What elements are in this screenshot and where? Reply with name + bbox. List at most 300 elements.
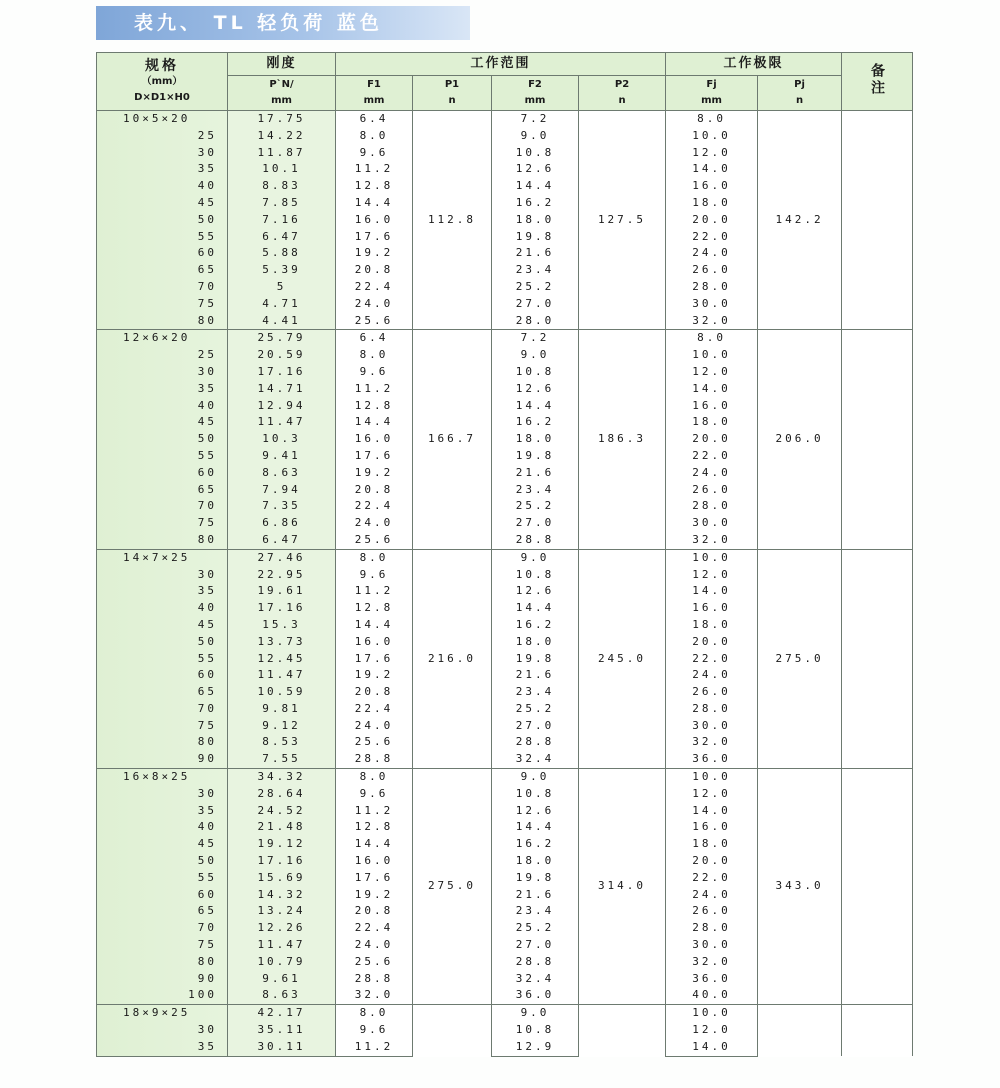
spec-cell: 75 xyxy=(97,296,228,313)
stiffness-cell: 12.94 xyxy=(228,398,336,415)
stiffness-cell: 10.79 xyxy=(228,954,336,971)
stiffness-cell: 27.46 xyxy=(228,549,336,566)
spec-cell: 40 xyxy=(97,819,228,836)
spec-cell: 40 xyxy=(97,600,228,617)
spec-cell: 25 xyxy=(97,347,228,364)
fj-cell: 14.0 xyxy=(666,1039,758,1056)
spec-cell: 16×8×25 xyxy=(97,769,228,786)
spec-cell: 65 xyxy=(97,903,228,920)
f1-cell: 17.6 xyxy=(336,229,413,246)
note-cell xyxy=(842,549,913,768)
f2-cell: 23.4 xyxy=(492,903,579,920)
spec-cell: 80 xyxy=(97,313,228,330)
stiffness-cell: 10.1 xyxy=(228,161,336,178)
stiffness-cell: 5.88 xyxy=(228,245,336,262)
fj-cell: 32.0 xyxy=(666,532,758,549)
f2-cell: 23.4 xyxy=(492,262,579,279)
spec-cell: 45 xyxy=(97,836,228,853)
stiffness-cell: 6.47 xyxy=(228,229,336,246)
f1-cell: 11.2 xyxy=(336,161,413,178)
f1-cell: 6.4 xyxy=(336,111,413,128)
fj-cell: 18.0 xyxy=(666,195,758,212)
f2-cell: 21.6 xyxy=(492,465,579,482)
spec-cell: 10×5×20 xyxy=(97,111,228,128)
f1-cell: 12.8 xyxy=(336,819,413,836)
fj-cell: 24.0 xyxy=(666,245,758,262)
spec-cell: 70 xyxy=(97,701,228,718)
fj-cell: 20.0 xyxy=(666,212,758,229)
f1-cell: 19.2 xyxy=(336,887,413,904)
stiffness-cell: 25.79 xyxy=(228,330,336,347)
stiffness-cell: 19.12 xyxy=(228,836,336,853)
fj-cell: 28.0 xyxy=(666,920,758,937)
p2-unit: n xyxy=(618,95,626,106)
header-fj xyxy=(666,76,758,111)
f1-cell: 11.2 xyxy=(336,1039,413,1056)
fj-label: Fj xyxy=(706,79,717,90)
stiffness-cell: 12.45 xyxy=(228,651,336,668)
fj-cell: 36.0 xyxy=(666,751,758,768)
stiffness-cell: 11.47 xyxy=(228,937,336,954)
spec-cell: 70 xyxy=(97,279,228,296)
spec-cell: 60 xyxy=(97,887,228,904)
f2-cell: 9.0 xyxy=(492,1005,579,1022)
spec-cell: 65 xyxy=(97,684,228,701)
stiffness-cell: 15.3 xyxy=(228,617,336,634)
f1-cell: 22.4 xyxy=(336,279,413,296)
fj-cell: 30.0 xyxy=(666,718,758,735)
p2-cell: 314.0 xyxy=(579,769,666,1005)
spec-cell: 90 xyxy=(97,751,228,768)
note-cell xyxy=(842,111,913,330)
f2-cell: 10.8 xyxy=(492,786,579,803)
fj-cell: 28.0 xyxy=(666,498,758,515)
fj-cell: 24.0 xyxy=(666,887,758,904)
fj-cell: 20.0 xyxy=(666,634,758,651)
f2-cell: 18.0 xyxy=(492,853,579,870)
table-row xyxy=(97,769,913,786)
f1-cell: 11.2 xyxy=(336,803,413,820)
stiffness-cell: 19.61 xyxy=(228,583,336,600)
fj-cell: 24.0 xyxy=(666,667,758,684)
spec-cell: 80 xyxy=(97,954,228,971)
fj-cell: 14.0 xyxy=(666,803,758,820)
f2-cell: 32.4 xyxy=(492,751,579,768)
f2-cell: 23.4 xyxy=(492,684,579,701)
fj-cell: 10.0 xyxy=(666,549,758,566)
f2-cell: 27.0 xyxy=(492,296,579,313)
spec-cell: 55 xyxy=(97,448,228,465)
pj-cell: 343.0 xyxy=(758,769,842,1005)
fj-cell: 14.0 xyxy=(666,381,758,398)
spec-cell: 65 xyxy=(97,262,228,279)
f1-cell: 14.4 xyxy=(336,414,413,431)
f2-cell: 21.6 xyxy=(492,667,579,684)
header-work-range-label: 工作范围 xyxy=(470,56,531,71)
f1-cell: 24.0 xyxy=(336,718,413,735)
header-spec-unit: （mm） xyxy=(141,75,183,87)
fj-cell: 16.0 xyxy=(666,398,758,415)
fj-cell: 22.0 xyxy=(666,229,758,246)
fj-cell: 16.0 xyxy=(666,819,758,836)
header-stiffness-unit xyxy=(228,76,336,111)
f1-cell: 22.4 xyxy=(336,498,413,515)
spec-cell: 14×7×25 xyxy=(97,549,228,566)
header-f1 xyxy=(336,76,413,111)
f2-cell: 12.6 xyxy=(492,803,579,820)
fj-cell: 24.0 xyxy=(666,465,758,482)
spec-cell: 30 xyxy=(97,1022,228,1039)
fj-cell: 22.0 xyxy=(666,651,758,668)
stiffness-cell: 14.22 xyxy=(228,128,336,145)
f1-cell: 12.8 xyxy=(336,398,413,415)
pj-label: Pj xyxy=(794,79,805,90)
spec-cell: 70 xyxy=(97,920,228,937)
spec-cell: 70 xyxy=(97,498,228,515)
header-work-limit xyxy=(666,53,842,76)
f1-cell: 17.6 xyxy=(336,448,413,465)
stiffness-unit-top: P`N/ xyxy=(269,79,294,90)
p1-cell: 166.7 xyxy=(413,330,492,549)
stiffness-cell: 17.16 xyxy=(228,853,336,870)
p1-label: P1 xyxy=(444,79,460,90)
f1-cell: 16.0 xyxy=(336,634,413,651)
f2-cell: 10.8 xyxy=(492,1022,579,1039)
f1-cell: 11.2 xyxy=(336,583,413,600)
f2-cell: 9.0 xyxy=(492,347,579,364)
fj-cell: 30.0 xyxy=(666,296,758,313)
fj-cell: 8.0 xyxy=(666,111,758,128)
f2-cell: 12.6 xyxy=(492,381,579,398)
f2-cell: 9.0 xyxy=(492,128,579,145)
header-spec xyxy=(97,53,228,111)
f2-cell: 28.0 xyxy=(492,313,579,330)
header-note xyxy=(842,53,913,111)
fj-cell: 22.0 xyxy=(666,870,758,887)
stiffness-cell: 12.26 xyxy=(228,920,336,937)
stiffness-cell: 5 xyxy=(228,279,336,296)
fj-cell: 30.0 xyxy=(666,515,758,532)
f1-cell: 9.6 xyxy=(336,786,413,803)
stiffness-cell: 8.83 xyxy=(228,178,336,195)
stiffness-cell: 14.71 xyxy=(228,381,336,398)
f2-cell: 28.8 xyxy=(492,954,579,971)
f2-cell: 7.2 xyxy=(492,330,579,347)
fj-cell: 18.0 xyxy=(666,836,758,853)
f1-cell: 14.4 xyxy=(336,195,413,212)
f2-cell: 27.0 xyxy=(492,718,579,735)
fj-cell: 32.0 xyxy=(666,954,758,971)
pj-unit: n xyxy=(795,95,804,106)
f1-cell: 8.0 xyxy=(336,128,413,145)
fj-cell: 32.0 xyxy=(666,313,758,330)
fj-cell: 40.0 xyxy=(666,987,758,1004)
spec-cell: 90 xyxy=(97,971,228,988)
f1-cell: 24.0 xyxy=(336,515,413,532)
fj-cell: 10.0 xyxy=(666,347,758,364)
spec-cell: 45 xyxy=(97,617,228,634)
fj-cell: 18.0 xyxy=(666,617,758,634)
stiffness-cell: 22.95 xyxy=(228,567,336,584)
fj-cell: 16.0 xyxy=(666,178,758,195)
f2-cell: 9.0 xyxy=(492,549,579,566)
f2-cell: 18.0 xyxy=(492,212,579,229)
f1-cell: 25.6 xyxy=(336,954,413,971)
f1-cell: 25.6 xyxy=(336,532,413,549)
f2-cell: 12.6 xyxy=(492,161,579,178)
stiffness-cell: 34.32 xyxy=(228,769,336,786)
stiffness-cell: 7.55 xyxy=(228,751,336,768)
spec-cell: 35 xyxy=(97,381,228,398)
stiffness-cell: 9.61 xyxy=(228,971,336,988)
stiffness-cell: 15.69 xyxy=(228,870,336,887)
f1-cell: 8.0 xyxy=(336,549,413,566)
f1-cell: 14.4 xyxy=(336,617,413,634)
f2-cell: 18.0 xyxy=(492,634,579,651)
stiffness-cell: 11.47 xyxy=(228,414,336,431)
stiffness-cell: 17.75 xyxy=(228,111,336,128)
f2-cell: 10.8 xyxy=(492,567,579,584)
f1-cell: 20.8 xyxy=(336,684,413,701)
spec-cell: 30 xyxy=(97,145,228,162)
table-row xyxy=(97,1005,913,1022)
header-spec-label: 规格 xyxy=(145,57,179,74)
fj-cell: 14.0 xyxy=(666,583,758,600)
stiffness-cell: 8.63 xyxy=(228,987,336,1004)
stiffness-cell: 11.47 xyxy=(228,667,336,684)
stiffness-cell: 7.85 xyxy=(228,195,336,212)
p1-unit: n xyxy=(448,95,456,106)
stiffness-cell: 35.11 xyxy=(228,1022,336,1039)
spec-cell: 50 xyxy=(97,431,228,448)
pj-cell: 142.2 xyxy=(758,111,842,330)
fj-cell: 32.0 xyxy=(666,734,758,751)
p2-cell: 186.3 xyxy=(579,330,666,549)
fj-cell: 16.0 xyxy=(666,600,758,617)
f2-label: F2 xyxy=(528,79,542,90)
pj-cell xyxy=(758,1005,842,1056)
stiffness-cell: 9.81 xyxy=(228,701,336,718)
spec-cell: 50 xyxy=(97,634,228,651)
header-pj xyxy=(758,76,842,111)
f1-cell: 28.8 xyxy=(336,751,413,768)
f2-cell: 16.2 xyxy=(492,414,579,431)
f2-cell: 16.2 xyxy=(492,836,579,853)
f2-cell: 14.4 xyxy=(492,178,579,195)
stiffness-cell: 9.41 xyxy=(228,448,336,465)
p2-cell: 245.0 xyxy=(579,549,666,768)
fj-cell: 18.0 xyxy=(666,414,758,431)
f2-cell: 25.2 xyxy=(492,701,579,718)
spec-cell: 60 xyxy=(97,465,228,482)
page-title: 表九、 TL 轻负荷 蓝色 xyxy=(96,6,470,40)
table-row xyxy=(97,330,913,347)
f2-cell: 19.8 xyxy=(492,870,579,887)
fj-cell: 20.0 xyxy=(666,853,758,870)
f1-cell: 28.8 xyxy=(336,971,413,988)
f1-cell: 6.4 xyxy=(336,330,413,347)
p1-cell xyxy=(413,1005,492,1056)
f1-cell: 9.6 xyxy=(336,364,413,381)
stiffness-cell: 13.73 xyxy=(228,634,336,651)
f2-cell: 23.4 xyxy=(492,482,579,499)
f2-cell: 19.8 xyxy=(492,448,579,465)
f1-cell: 22.4 xyxy=(336,920,413,937)
fj-cell: 26.0 xyxy=(666,262,758,279)
f2-cell: 18.0 xyxy=(492,431,579,448)
p1-cell: 112.8 xyxy=(413,111,492,330)
spec-cell: 45 xyxy=(97,195,228,212)
f1-cell: 9.6 xyxy=(336,567,413,584)
header-spec-dims: D×D1×H0 xyxy=(134,91,190,103)
f1-cell: 19.2 xyxy=(336,465,413,482)
header-p1 xyxy=(413,76,492,111)
stiffness-cell: 11.87 xyxy=(228,145,336,162)
header-f2 xyxy=(492,76,579,111)
spec-cell: 30 xyxy=(97,364,228,381)
table-row xyxy=(97,549,913,566)
fj-cell: 12.0 xyxy=(666,145,758,162)
note-cell xyxy=(842,330,913,549)
stiffness-cell: 21.48 xyxy=(228,819,336,836)
pj-cell: 206.0 xyxy=(758,330,842,549)
header-note-label: 备注 xyxy=(869,62,886,97)
f1-cell: 9.6 xyxy=(336,145,413,162)
header-stiffness-label: 刚度 xyxy=(266,56,297,71)
stiffness-cell: 28.64 xyxy=(228,786,336,803)
f1-cell: 19.2 xyxy=(336,245,413,262)
spec-cell: 80 xyxy=(97,532,228,549)
stiffness-cell: 5.39 xyxy=(228,262,336,279)
f2-cell: 16.2 xyxy=(492,617,579,634)
p1-cell: 216.0 xyxy=(413,549,492,768)
f1-cell: 8.0 xyxy=(336,769,413,786)
stiffness-cell: 8.53 xyxy=(228,734,336,751)
spec-cell: 18×9×25 xyxy=(97,1005,228,1022)
p1-cell: 275.0 xyxy=(413,769,492,1005)
spec-cell: 60 xyxy=(97,245,228,262)
stiffness-cell: 13.24 xyxy=(228,903,336,920)
table-row xyxy=(97,111,913,128)
spec-cell: 80 xyxy=(97,734,228,751)
table-body xyxy=(97,111,913,1057)
p2-label: P2 xyxy=(614,79,630,90)
spec-cell: 35 xyxy=(97,583,228,600)
note-cell xyxy=(842,769,913,1005)
f2-cell: 21.6 xyxy=(492,245,579,262)
spec-cell: 45 xyxy=(97,414,228,431)
spec-cell: 40 xyxy=(97,398,228,415)
fj-cell: 12.0 xyxy=(666,567,758,584)
f1-cell: 12.8 xyxy=(336,178,413,195)
fj-unit: mm xyxy=(701,95,722,106)
fj-cell: 10.0 xyxy=(666,769,758,786)
fj-cell: 28.0 xyxy=(666,279,758,296)
f2-cell: 14.4 xyxy=(492,819,579,836)
spec-cell: 55 xyxy=(97,870,228,887)
f2-unit: mm xyxy=(524,95,546,106)
f1-unit: mm xyxy=(363,95,385,106)
f2-cell: 21.6 xyxy=(492,887,579,904)
fj-cell: 8.0 xyxy=(666,330,758,347)
f2-cell: 9.0 xyxy=(492,769,579,786)
f2-cell: 36.0 xyxy=(492,987,579,1004)
fj-cell: 12.0 xyxy=(666,364,758,381)
f2-cell: 16.2 xyxy=(492,195,579,212)
spec-cell: 60 xyxy=(97,667,228,684)
f1-cell: 24.0 xyxy=(336,937,413,954)
stiffness-cell: 30.11 xyxy=(228,1039,336,1056)
stiffness-cell: 17.16 xyxy=(228,600,336,617)
spec-cell: 75 xyxy=(97,718,228,735)
spec-cell: 25 xyxy=(97,128,228,145)
fj-cell: 30.0 xyxy=(666,937,758,954)
fj-cell: 36.0 xyxy=(666,971,758,988)
f2-cell: 25.2 xyxy=(492,498,579,515)
f2-cell: 28.8 xyxy=(492,532,579,549)
fj-cell: 20.0 xyxy=(666,431,758,448)
table-header xyxy=(97,53,913,111)
spec-cell: 35 xyxy=(97,803,228,820)
f2-cell: 10.8 xyxy=(492,145,579,162)
stiffness-cell: 8.63 xyxy=(228,465,336,482)
f2-cell: 14.4 xyxy=(492,398,579,415)
stiffness-cell: 4.41 xyxy=(228,313,336,330)
spec-cell: 12×6×20 xyxy=(97,330,228,347)
f1-label: F1 xyxy=(367,79,381,90)
spring-spec-table-wrapper xyxy=(96,52,912,1057)
f2-cell: 12.6 xyxy=(492,583,579,600)
stiffness-cell: 24.52 xyxy=(228,803,336,820)
f1-cell: 16.0 xyxy=(336,431,413,448)
fj-cell: 14.0 xyxy=(666,161,758,178)
spec-cell: 75 xyxy=(97,515,228,532)
f1-cell: 19.2 xyxy=(336,667,413,684)
f2-cell: 10.8 xyxy=(492,364,579,381)
f2-cell: 32.4 xyxy=(492,971,579,988)
p2-cell: 127.5 xyxy=(579,111,666,330)
spec-cell: 35 xyxy=(97,161,228,178)
f1-cell: 9.6 xyxy=(336,1022,413,1039)
stiffness-cell: 6.86 xyxy=(228,515,336,532)
fj-cell: 10.0 xyxy=(666,128,758,145)
spec-cell: 50 xyxy=(97,853,228,870)
f1-cell: 14.4 xyxy=(336,836,413,853)
stiffness-cell: 4.71 xyxy=(228,296,336,313)
spring-spec-table xyxy=(96,52,913,1057)
spec-cell: 30 xyxy=(97,786,228,803)
f2-cell: 25.2 xyxy=(492,920,579,937)
spec-cell: 50 xyxy=(97,212,228,229)
spec-cell: 35 xyxy=(97,1039,228,1056)
stiffness-cell: 10.59 xyxy=(228,684,336,701)
f1-cell: 11.2 xyxy=(336,381,413,398)
f1-cell: 20.8 xyxy=(336,903,413,920)
fj-cell: 26.0 xyxy=(666,482,758,499)
stiffness-cell: 42.17 xyxy=(228,1005,336,1022)
stiffness-unit-bottom: mm xyxy=(271,95,292,106)
stiffness-cell: 14.32 xyxy=(228,887,336,904)
fj-cell: 12.0 xyxy=(666,786,758,803)
f2-cell: 7.2 xyxy=(492,111,579,128)
note-cell xyxy=(842,1005,913,1056)
spec-cell: 55 xyxy=(97,229,228,246)
header-stiffness xyxy=(228,53,336,76)
f1-cell: 17.6 xyxy=(336,651,413,668)
f1-cell: 8.0 xyxy=(336,347,413,364)
f2-cell: 19.8 xyxy=(492,651,579,668)
stiffness-cell: 7.16 xyxy=(228,212,336,229)
